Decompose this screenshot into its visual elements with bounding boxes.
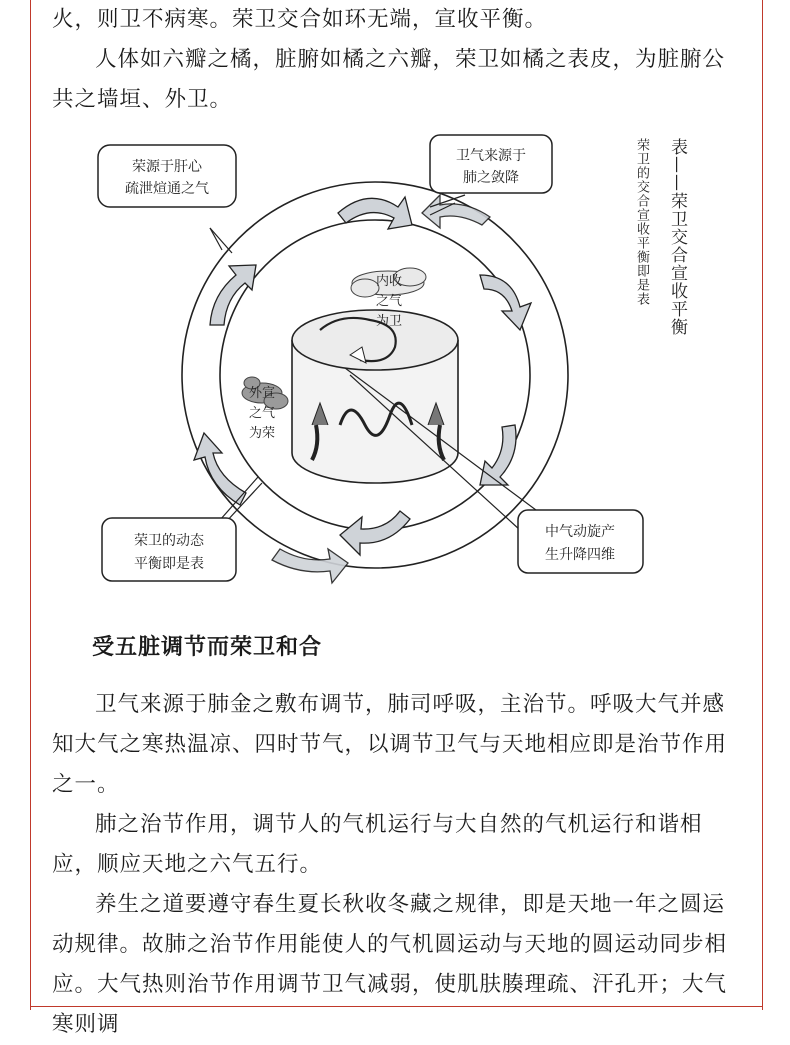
callout-top-left [98,145,236,207]
side-note: 荣卫的交合宣收平衡即是表 [634,138,649,306]
callout-top-left-line2: 疏泄煊通之气 [125,181,209,197]
inner-cloud-line1: 内收 [375,274,403,289]
inner-cloud-line2: 之气 [375,294,403,309]
callout-bottom-right-line2: 生升降四维 [545,547,615,563]
outer-cloud-line1: 外宣 [248,386,276,401]
section-heading: 受五脏调节而荣卫和合 [92,634,323,660]
callout-bottom-left-line2: 平衡即是表 [134,556,204,572]
callout-bottom-left-line1: 荣卫的动态 [134,533,204,549]
callout-top-right-line1: 卫气来源于 [456,148,526,164]
paragraph-lung-regulation: 肺之治节作用，调节人的气机运行与大自然的气机运行和谐相应，顺应天地之六气五行。 [52,812,703,877]
callout-bottom-right [518,510,643,573]
paragraph-health-cultivation: 养生之道要遵守春生夏长秋收冬藏之规律，即是天地一年之圆运动规律。故肺之治节作用能使人的气机圆运动与天地的圆运动同步相应。大气热则治节作用调节卫气减弱，使肌肤腠理疏、汗孔开；大气寒则调 [52,892,728,1037]
inner-cloud-line3: 为卫 [375,314,403,329]
paragraph-orange-analogy: 人体如六瓣之橘，脏腑如橘之六瓣，荣卫如橘之表皮，为脏腑公共之墙垣、外卫。 [52,47,726,112]
paragraph-continued: 火，则卫不病寒。荣卫交合如环无端，宣收平衡。 [52,7,548,32]
outer-cloud-line2: 之气 [248,406,276,421]
callout-bottom-right-line1: 中气动旋产 [545,524,615,540]
callout-top-left-line1: 荣源于肝心 [132,159,202,175]
side-title: 表——荣卫交合宣收平衡 [667,138,687,336]
callout-top-right-line2: 肺之敛降 [463,170,519,186]
cylinder-icon [292,310,458,483]
paragraph-lung-qi: 卫气来源于肺金之敷布调节，肺司呼吸，主治节。呼吸大气并感知大气之寒热温凉、四时节气，以调节卫气与天地相应即是治节作用之一。 [52,692,728,797]
outer-cloud-line3: 为荣 [248,426,276,441]
